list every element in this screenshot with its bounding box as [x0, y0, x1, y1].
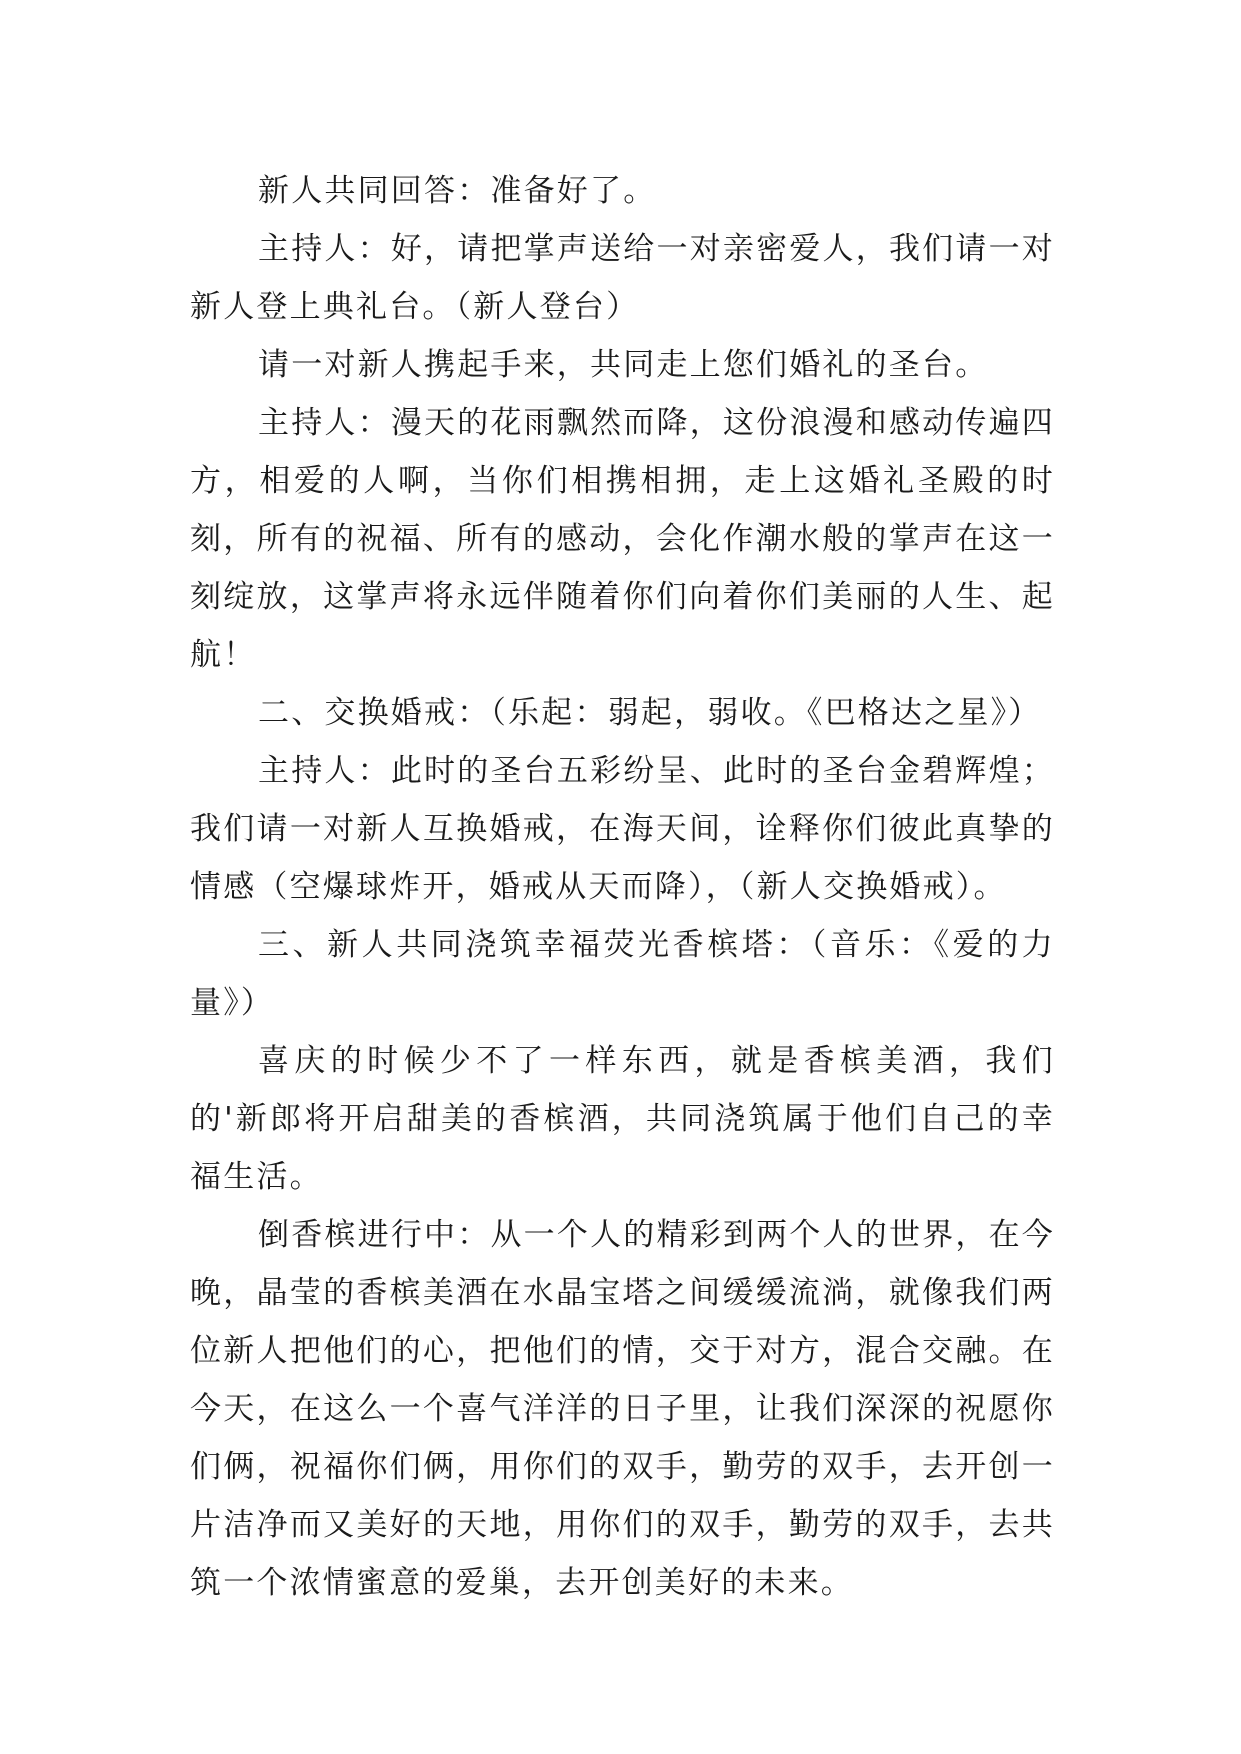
- paragraph-host-ring-exchange: 主持人：此时的圣台五彩纷呈、此时的圣台金碧辉煌；我们请一对新人互换婚戒，在海天间，诠释你们彼此真挚的情感（空爆球炸开，婚戒从天而降），（新人交换婚戒）。: [190, 753, 1055, 905]
- section-heading-ring-exchange: 二、交换婚戒：（乐起：弱起，弱收。《巴格达之星》）: [258, 695, 1042, 731]
- paragraph-champagne-intro: 喜庆的时候少不了一样东西，就是香槟美酒，我们的'新郎将开启甜美的香槟酒，共同浇筑属于他们自己的幸福生活。: [190, 1043, 1055, 1195]
- paragraph-host-applause: 主持人：好，请把掌声送给一对亲密爱人，我们请一对新人登上典礼台。（新人登台）: [190, 231, 1055, 325]
- paragraph-walk-to-stage: 请一对新人携起手来，共同走上您们婚礼的圣台。: [258, 347, 989, 383]
- section-heading-champagne-tower: 三、新人共同浇筑幸福荧光香槟塔：（音乐：《爱的力量》）: [190, 927, 1055, 1021]
- paragraph-host-flower-rain: 主持人：漫天的花雨飘然而降，这份浪漫和感动传遍四方，相爱的人啊，当你们相携相拥，走上这婚礼圣殿的时刻，所有的祝福、所有的感动，会化作潮水般的掌声在这一刻绽放，这掌声将永远伴随着你们向着你们美丽的人生、起航！: [190, 405, 1055, 673]
- document-body: [190, 162, 1055, 1612]
- paragraph-answer: 新人共同回答：准备好了。: [258, 173, 657, 209]
- paragraph-pouring-champagne: 倒香槟进行中：从一个人的精彩到两个人的世界，在今晚，晶莹的香槟美酒在水晶宝塔之间缓缓流淌，就像我们两位新人把他们的心，把他们的情，交于对方，混合交融。在今天，在这么一个喜气洋洋的日子里，让我们深深的祝愿你们俩，祝福你们俩，用你们的双手，勤劳的双手，去开创一片洁净而又美好的天地，用你们的双手，勤劳的双手，去共筑一个浓情蜜意的爱巢，去开创美好的未来。: [190, 1217, 1055, 1601]
